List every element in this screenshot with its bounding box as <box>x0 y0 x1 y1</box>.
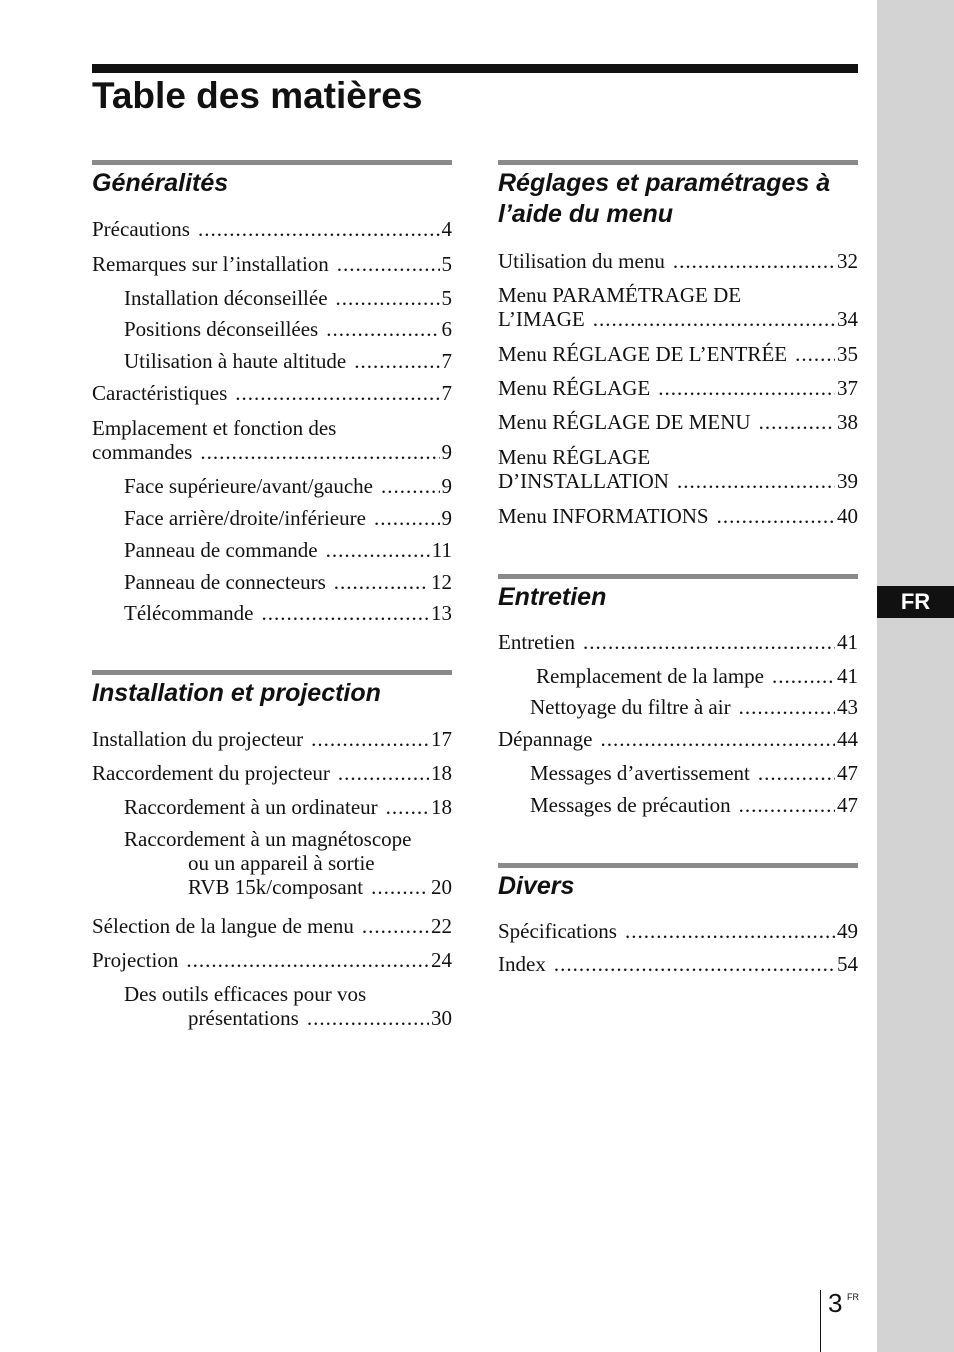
leader-dots <box>200 440 439 464</box>
section-rule <box>498 160 858 165</box>
toc-entry-text-line-2: D’INSTALLATION <box>498 469 669 493</box>
leader-dots <box>739 793 835 817</box>
toc-page-number: 44 <box>837 727 858 751</box>
toc-entry-raccordement-ordinateur[interactable] <box>124 795 452 819</box>
toc-entry-text: Face supérieure/avant/gauche <box>124 474 373 498</box>
leader-dots <box>673 249 835 273</box>
toc-page-number: 41 <box>837 630 858 654</box>
leader-dots <box>307 1006 429 1030</box>
toc-entry-menu-informations[interactable] <box>498 504 858 528</box>
leader-dots <box>759 410 835 434</box>
leader-dots <box>326 317 439 341</box>
toc-page-number: 5 <box>441 252 452 276</box>
toc-page-number: 54 <box>837 952 858 976</box>
leader-dots <box>717 504 835 528</box>
toc-page-number: 12 <box>431 570 452 594</box>
leader-dots <box>362 914 429 938</box>
section-reglages <box>498 160 858 528</box>
toc-entry-text: Messages de précaution <box>530 793 731 817</box>
toc-entry-precautions[interactable] <box>92 217 452 241</box>
leader-dots <box>593 307 835 331</box>
toc-entry-text: Entretien <box>498 630 575 654</box>
toc-entry-entretien[interactable] <box>498 630 858 654</box>
toc-entry-text: Installation déconseillée <box>124 286 328 310</box>
leader-dots <box>381 474 440 498</box>
toc-page-number: 20 <box>431 875 452 899</box>
toc-entry-text: Positions déconseillées <box>124 317 319 341</box>
toc-page-number: 30 <box>431 1006 452 1030</box>
leader-dots <box>235 381 439 405</box>
section-title-line-1: Réglages et paramétrages à <box>498 169 831 197</box>
toc-page-number: 34 <box>837 307 858 331</box>
toc-entry-text: Utilisation à haute altitude <box>124 349 347 373</box>
toc-entry-text-line-2: commandes <box>92 440 193 464</box>
toc-entry-text: Spécifications <box>498 919 617 943</box>
toc-entry-installation-projecteur[interactable] <box>92 727 452 751</box>
toc-entry-selection-langue[interactable] <box>92 914 452 938</box>
section-divers <box>498 863 858 976</box>
toc-entry-menu-reglage[interactable] <box>498 376 858 400</box>
toc-entry-messages-precaution[interactable] <box>530 793 858 817</box>
toc-entry-installation-deconseillee[interactable] <box>124 286 452 310</box>
toc-page-number: 22 <box>431 914 452 938</box>
toc-page-number: 13 <box>431 601 452 625</box>
leader-dots <box>772 664 835 688</box>
leader-dots <box>600 727 835 751</box>
toc-entry-caracteristiques[interactable] <box>92 381 452 405</box>
toc-page-number: 5 <box>441 286 452 310</box>
toc-entry-text: Utilisation du menu <box>498 249 665 273</box>
toc-entry-text: Menu RÉGLAGE <box>498 376 651 400</box>
toc-page-number: 49 <box>837 919 858 943</box>
leader-dots <box>583 630 835 654</box>
section-generalites <box>92 160 452 625</box>
leader-dots <box>326 538 430 562</box>
toc-entry-projection[interactable] <box>92 948 452 972</box>
toc-entry-text: Remarques sur l’installation <box>92 252 329 276</box>
leader-dots <box>739 695 835 719</box>
toc-entry-text: Caractéristiques <box>92 381 228 405</box>
toc-entry-text: Dépannage <box>498 727 593 751</box>
toc-entry-haute-altitude[interactable] <box>124 349 452 373</box>
section-title: Entretien <box>498 583 607 611</box>
toc-page-number: 47 <box>837 761 858 785</box>
toc-entry-text-line-3: RVB 15k/composant <box>188 875 364 899</box>
toc-entry-index[interactable] <box>498 952 858 976</box>
toc-page-number: 17 <box>431 727 452 751</box>
toc-page-number: 43 <box>837 695 858 719</box>
leader-dots <box>261 601 429 625</box>
toc-entry-nettoyage-filtre[interactable] <box>530 695 858 719</box>
toc-entry-text: Emplacement et fonction des <box>92 416 337 440</box>
toc-page-number: 9 <box>441 440 452 464</box>
toc-entry-text: Installation du projecteur <box>92 727 304 751</box>
section-rule <box>498 863 858 868</box>
title-rule <box>92 64 858 73</box>
toc-entry-text: Des outils efficaces pour vos <box>124 982 367 1006</box>
toc-page-number: 9 <box>441 474 452 498</box>
leader-dots <box>386 795 429 819</box>
section-entretien <box>498 574 858 817</box>
leader-dots <box>311 727 429 751</box>
toc-entry-menu-reglage-entree[interactable] <box>498 342 858 366</box>
toc-entry-depannage[interactable] <box>498 727 858 751</box>
toc-page-number: 41 <box>837 664 858 688</box>
section-rule <box>498 574 858 579</box>
toc-page-number: 11 <box>431 538 452 562</box>
toc-entry-text: Remplacement de la lampe <box>536 664 764 688</box>
leader-dots <box>554 952 835 976</box>
toc-entry-messages-avertissement[interactable] <box>530 761 858 785</box>
leader-dots <box>337 252 440 276</box>
leader-dots <box>374 506 440 530</box>
toc-page-number: 39 <box>837 469 858 493</box>
toc-page-number: 18 <box>431 761 452 785</box>
leader-dots <box>758 761 835 785</box>
page-number: 3 <box>828 1288 843 1318</box>
toc-entry-remplacement-lampe[interactable] <box>536 664 858 688</box>
page-number-rule <box>820 1290 821 1352</box>
leader-dots <box>198 217 440 241</box>
leader-dots <box>795 342 835 366</box>
toc-entry-text-line-2: L’IMAGE <box>498 307 585 331</box>
leader-dots <box>354 349 439 373</box>
section-title: Installation et projection <box>92 679 381 707</box>
toc-page-number: 9 <box>441 506 452 530</box>
toc-page-number: 40 <box>837 504 858 528</box>
section-rule <box>92 160 452 165</box>
toc-entry-text: Panneau de commande <box>124 538 318 562</box>
toc-entry-menu-reglage-de-menu[interactable] <box>498 410 858 434</box>
toc-entry-utilisation-menu[interactable] <box>498 249 858 273</box>
section-title: Généralités <box>92 169 229 197</box>
toc-entry-text: Index <box>498 952 546 976</box>
toc-page-number: 4 <box>441 217 452 241</box>
toc-entry-outils-presentations[interactable] <box>124 982 452 1030</box>
leader-dots <box>677 469 835 493</box>
section-title: Divers <box>498 872 575 900</box>
toc-entry-remarques-installation[interactable] <box>92 252 452 276</box>
toc-page-number: 37 <box>837 376 858 400</box>
leader-dots <box>186 948 429 972</box>
toc-entry-specifications[interactable] <box>498 919 858 943</box>
toc-entry-positions-deconseillees[interactable] <box>124 317 452 341</box>
leader-dots <box>334 570 429 594</box>
toc-entry-text: Raccordement du projecteur <box>92 761 330 785</box>
toc-page-number: 7 <box>441 381 452 405</box>
toc-entry-text: Menu INFORMATIONS <box>498 504 709 528</box>
section-rule <box>92 670 452 675</box>
toc-page-number: 38 <box>837 410 858 434</box>
leader-dots <box>371 875 429 899</box>
toc-entry-raccordement-magnetoscope[interactable] <box>124 827 452 899</box>
toc-entry-text: Raccordement à un magnétoscope <box>124 827 412 851</box>
toc-page-number: 7 <box>441 349 452 373</box>
toc-page-number: 6 <box>441 317 452 341</box>
toc-page-number: 18 <box>431 795 452 819</box>
toc-entry-text: Télécommande <box>124 601 254 625</box>
page-number-suffix: FR <box>847 1292 859 1302</box>
leader-dots <box>338 761 429 785</box>
toc-page-number: 24 <box>431 948 452 972</box>
toc-page-number: 35 <box>837 342 858 366</box>
page-title: Table des matières <box>92 75 423 116</box>
toc-entry-panneau-commande[interactable] <box>124 538 452 562</box>
toc-page-number: 47 <box>837 793 858 817</box>
toc-entry-panneau-connecteurs[interactable] <box>124 570 452 594</box>
toc-entry-text: Messages d’avertissement <box>530 761 750 785</box>
toc-entry-text: Menu PARAMÉTRAGE DE <box>498 283 742 307</box>
toc-entry-text-line-2: ou un appareil à sortie <box>188 851 375 875</box>
toc-entry-menu-reglage-installation[interactable] <box>498 445 858 493</box>
toc-entry-text: Projection <box>92 948 179 972</box>
toc-entry-face-arriere[interactable] <box>124 506 452 530</box>
leader-dots <box>625 919 835 943</box>
toc-entry-text-line-2: présentations <box>188 1006 299 1030</box>
language-tab: FR <box>877 586 954 618</box>
section-installation <box>92 670 452 1030</box>
leader-dots <box>336 286 440 310</box>
toc-entry-menu-parametrage-image[interactable] <box>498 283 858 331</box>
toc-entry-text: Raccordement à un ordinateur <box>124 795 378 819</box>
toc-entry-text: Sélection de la langue de menu <box>92 914 354 938</box>
toc-entry-text: Nettoyage du filtre à air <box>530 695 731 719</box>
section-title <box>498 168 858 230</box>
toc-entry-emplacement-commandes[interactable] <box>92 416 452 464</box>
side-band <box>877 0 954 1352</box>
toc-entry-raccordement-projecteur[interactable] <box>92 761 452 785</box>
toc-entry-telecommande[interactable] <box>124 601 452 625</box>
toc-entry-text: Menu RÉGLAGE DE MENU <box>498 410 751 434</box>
leader-dots <box>658 376 835 400</box>
toc-entry-text: Menu RÉGLAGE DE L’ENTRÉE <box>498 342 788 366</box>
toc-entry-text: Panneau de connecteurs <box>124 570 326 594</box>
section-title-line-2: l’aide du menu <box>498 200 674 228</box>
toc-entry-text: Face arrière/droite/inférieure <box>124 506 366 530</box>
toc-page-number: 32 <box>837 249 858 273</box>
toc-entry-face-superieure[interactable] <box>124 474 452 498</box>
toc-entry-text: Menu RÉGLAGE <box>498 445 651 469</box>
toc-entry-text: Précautions <box>92 217 190 241</box>
